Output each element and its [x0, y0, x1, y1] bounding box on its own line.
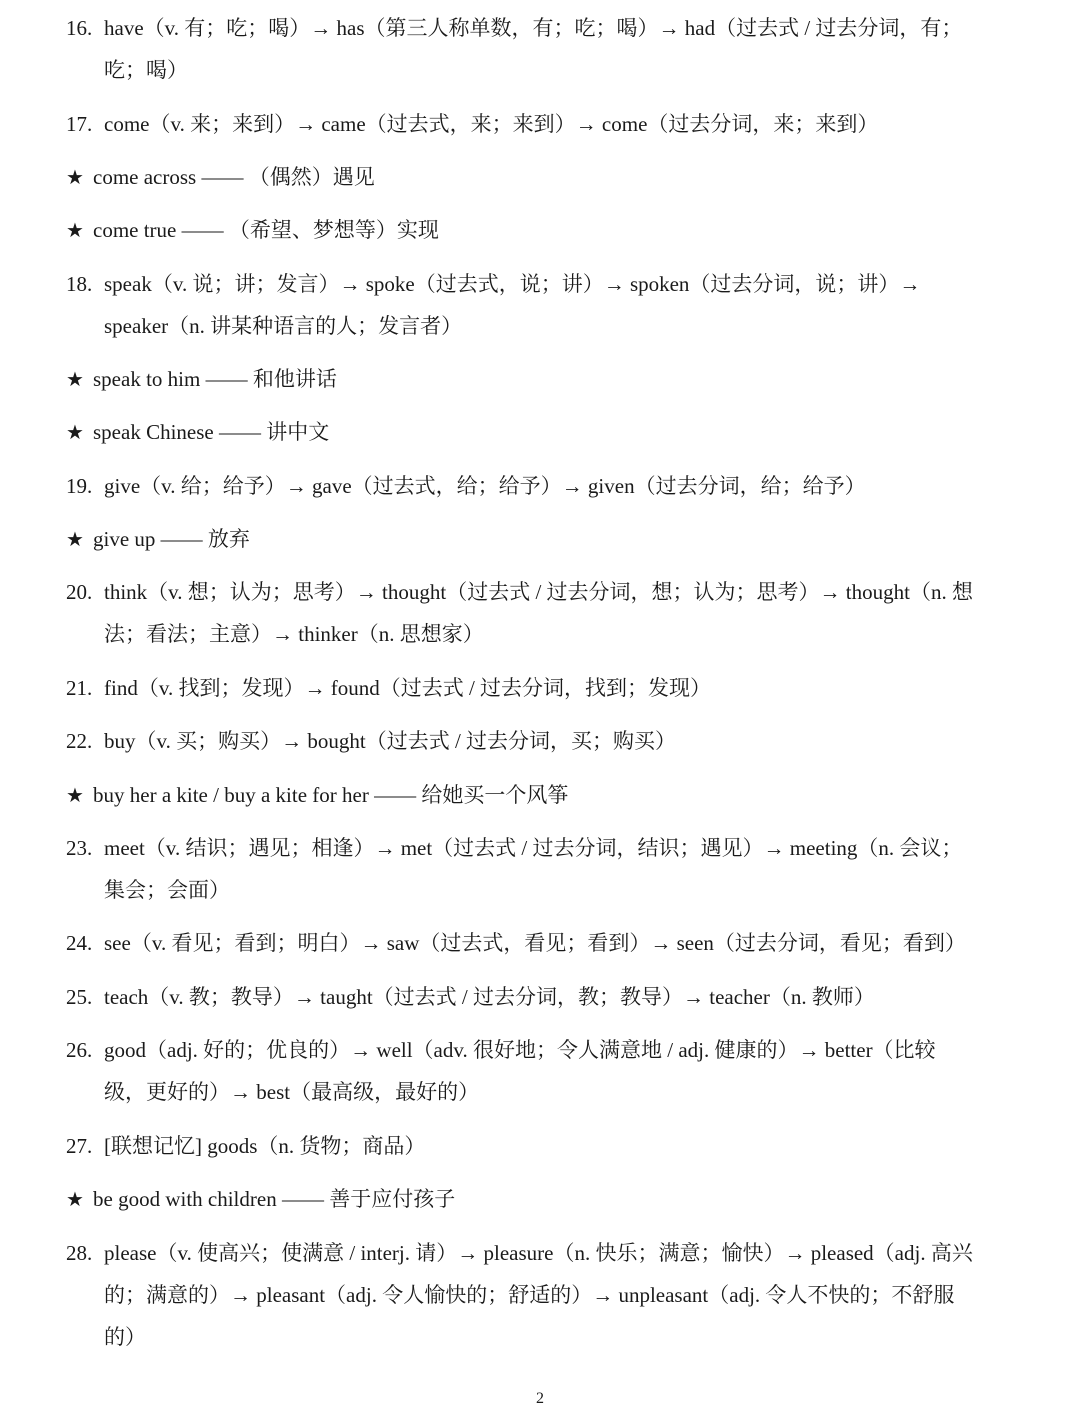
- entry-25: [66, 976, 1026, 1018]
- entry-number: 19.: [66, 474, 93, 498]
- entry-28: [66, 1232, 1026, 1349]
- phrase-text: come true —— （希望、梦想等）实现: [93, 218, 439, 242]
- phrase-text: give up —— 放弃: [93, 527, 250, 551]
- entry-17: [66, 103, 1026, 145]
- entry-text: buy（v. 买；购买）→ bought（过去式 / 过去分词，买；购买）: [104, 729, 677, 753]
- entry-text: good（adj. 好的；优良的）→ well（adv. 很好地；令人满意地 / adj. 健康的）→ better（比较: [104, 1038, 936, 1062]
- entry-text-continued: 集会；会面）: [104, 878, 230, 902]
- entry-text-continued: 吃；喝）: [104, 58, 188, 82]
- entry-26: [66, 1029, 1026, 1104]
- entry-24: [66, 922, 1026, 964]
- entry-number: 20.: [66, 580, 93, 604]
- phrase-speak-to-him: [66, 358, 337, 400]
- entry-text: [联想记忆] goods（n. 货物；商品）: [104, 1134, 426, 1158]
- entry-text: come（v. 来；来到）→ came（过去式，来；来到）→ come（过去分词，来；来到）: [104, 112, 879, 136]
- phrase-give-up: [66, 518, 250, 560]
- star-icon: ★: [66, 420, 84, 444]
- entry-23: [66, 827, 1026, 902]
- star-icon: ★: [66, 367, 84, 391]
- entry-number: 25.: [66, 985, 93, 1009]
- phrase-come-true: [66, 209, 439, 251]
- entry-text: see（v. 看见；看到；明白）→ saw（过去式，看见；看到）→ seen（过去分词，看见；看到）: [104, 931, 966, 955]
- star-icon: ★: [66, 165, 84, 189]
- entry-number: 23.: [66, 836, 93, 860]
- entry-number: 22.: [66, 729, 93, 753]
- phrase-text: speak Chinese —— 讲中文: [93, 420, 330, 444]
- entry-text-continued: 的）: [104, 1325, 146, 1349]
- entry-text: give（v. 给；给予）→ gave（过去式，给；给予）→ given（过去分词，给；给予）: [104, 474, 866, 498]
- entry-number: 21.: [66, 676, 93, 700]
- entry-text: think（v. 想；认为；思考）→ thought（过去式 / 过去分词，想；认为；思考）→ thought（n. 想: [104, 580, 973, 604]
- star-icon: ★: [66, 1187, 84, 1211]
- star-icon: ★: [66, 218, 84, 242]
- entry-number: 17.: [66, 112, 93, 136]
- phrase-text: be good with children —— 善于应付孩子: [93, 1187, 456, 1211]
- phrase-be-good-with-children: [66, 1178, 455, 1220]
- phrase-come-across: [66, 156, 375, 198]
- entry-18: [66, 263, 1026, 338]
- entry-text-continued: speaker（n. 讲某种语言的人；发言者）: [104, 314, 463, 338]
- entry-text: speak（v. 说；讲；发言）→ spoke（过去式，说；讲）→ spoken（过去分词，说；讲）→: [104, 272, 921, 296]
- phrase-text: come across —— （偶然）遇见: [93, 165, 375, 189]
- entry-text-continued: 的；满意的）→ pleasant（adj. 令人愉快的；舒适的）→ unpleasant（adj. 令人不快的；不舒服: [104, 1283, 955, 1307]
- entry-text-continued: 级，更好的）→ best（最高级，最好的）: [104, 1080, 480, 1104]
- entry-19: [66, 465, 1026, 507]
- star-icon: ★: [66, 527, 84, 551]
- entry-number: 18.: [66, 272, 93, 296]
- page-number: 2: [536, 1390, 544, 1407]
- entry-21: [66, 667, 1026, 709]
- entry-number: 27.: [66, 1134, 93, 1158]
- phrase-text: buy her a kite / buy a kite for her —— 给她买一个风筝: [93, 783, 569, 807]
- entry-27: [66, 1125, 1026, 1167]
- entry-20: [66, 571, 1026, 646]
- entry-number: 26.: [66, 1038, 93, 1062]
- entry-text-continued: 法；看法；主意）→ thinker（n. 思想家）: [104, 622, 484, 646]
- phrase-speak-chinese: [66, 411, 329, 453]
- phrase-buy-her-a-kite: [66, 774, 568, 816]
- entry-22: [66, 720, 1026, 762]
- entry-16: [66, 7, 1026, 82]
- star-icon: ★: [66, 783, 84, 807]
- entry-text: please（v. 使高兴；使满意 / interj. 请）→ pleasure（n. 快乐；满意；愉快）→ pleased（adj. 高兴: [104, 1241, 973, 1265]
- entry-text: meet（v. 结识；遇见；相逢）→ met（过去式 / 过去分词，结识；遇见）→ meeting（n. 会议；: [104, 836, 963, 860]
- entry-number: 16.: [66, 16, 93, 40]
- entry-text: find（v. 找到；发现）→ found（过去式 / 过去分词，找到；发现）: [104, 676, 712, 700]
- entry-text: teach（v. 教；教导）→ taught（过去式 / 过去分词，教；教导）→ teacher（n. 教师）: [104, 985, 875, 1009]
- entry-text: have（v. 有；吃；喝）→ has（第三人称单数，有；吃；喝）→ had（过去式 / 过去分词，有；: [104, 16, 963, 40]
- entry-number: 28.: [66, 1241, 93, 1265]
- phrase-text: speak to him —— 和他讲话: [93, 367, 337, 391]
- entry-number: 24.: [66, 931, 93, 955]
